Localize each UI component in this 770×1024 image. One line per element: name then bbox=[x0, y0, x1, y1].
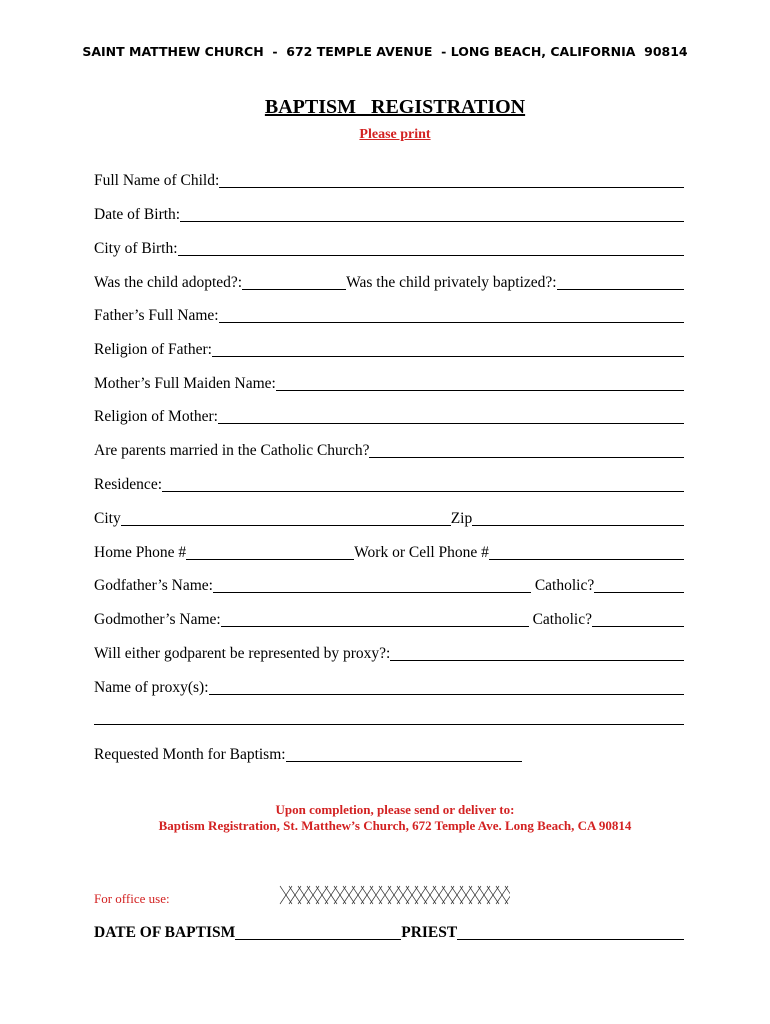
godmother-catholic-field[interactable] bbox=[592, 610, 684, 627]
church-header: SAINT MATTHEW CHURCH - 672 TEMPLE AVENUE - LONG BEACH, CALIFORNIA 90814 bbox=[82, 44, 688, 59]
mother-name-row bbox=[94, 371, 684, 393]
parents-married-label: Are parents married in the Catholic Church? bbox=[94, 442, 370, 459]
religion-father-label: Religion of Father: bbox=[94, 341, 212, 358]
requested-month-field[interactable] bbox=[286, 745, 522, 762]
religion-mother-label: Religion of Mother: bbox=[94, 408, 218, 425]
date-of-baptism-label: DATE OF BAPTISM bbox=[94, 924, 236, 941]
proxy-names-row bbox=[94, 675, 684, 697]
proxy-question-field[interactable] bbox=[390, 644, 684, 661]
priest-label: PRIEST bbox=[401, 924, 458, 941]
proxy-question-row bbox=[94, 641, 684, 663]
godfather-catholic-field[interactable] bbox=[594, 576, 684, 593]
mother-name-label: Mother’s Full Maiden Name: bbox=[94, 375, 276, 392]
godmother-catholic-label: Catholic? bbox=[528, 611, 592, 628]
proxy-question-label: Will either godparent be represented by proxy?: bbox=[94, 645, 391, 662]
date-of-birth-row bbox=[94, 202, 684, 224]
godfather-name-label: Godfather’s Name: bbox=[94, 577, 213, 594]
work-phone-field[interactable] bbox=[489, 543, 684, 560]
parents-married-row bbox=[94, 438, 684, 460]
requested-month-row bbox=[94, 742, 684, 764]
form-subtitle: Please print bbox=[359, 127, 431, 142]
zip-label: Zip bbox=[450, 510, 473, 527]
father-name-field[interactable] bbox=[219, 306, 684, 323]
adopted-label: Was the child adopted?: bbox=[94, 274, 243, 291]
godmother-row bbox=[94, 607, 684, 629]
date-of-birth-label: Date of Birth: bbox=[94, 206, 181, 223]
work-phone-label: Work or Cell Phone # bbox=[354, 544, 489, 561]
crosshatch-pattern bbox=[278, 882, 510, 908]
godmother-name-field[interactable] bbox=[221, 610, 529, 627]
home-phone-field[interactable] bbox=[186, 543, 354, 560]
godfather-row bbox=[94, 573, 684, 595]
city-of-birth-label: City of Birth: bbox=[94, 240, 178, 257]
residence-label: Residence: bbox=[94, 476, 163, 493]
residence-row bbox=[94, 472, 684, 494]
form-title: BAPTISM REGISTRATION bbox=[264, 96, 526, 118]
religion-father-row bbox=[94, 337, 684, 359]
zip-field[interactable] bbox=[472, 509, 684, 526]
privately-baptized-field[interactable] bbox=[557, 273, 684, 290]
crosshatch-strokes bbox=[280, 886, 510, 904]
godmother-name-label: Godmother’s Name: bbox=[94, 611, 221, 628]
godfather-catholic-label: Catholic? bbox=[530, 577, 595, 594]
adoption-row bbox=[94, 270, 684, 292]
full-name-child-field[interactable] bbox=[219, 171, 684, 188]
office-use-row bbox=[94, 920, 684, 942]
religion-mother-field[interactable] bbox=[218, 407, 684, 424]
date-of-baptism-field[interactable] bbox=[235, 923, 401, 940]
office-use-label: For office use: bbox=[94, 891, 170, 906]
religion-mother-row bbox=[94, 404, 684, 426]
mailing-address: Baptism Registration, St. Matthew’s Church, 672 Temple Ave. Long Beach, CA 90814 bbox=[158, 818, 632, 833]
city-of-birth-row bbox=[94, 236, 684, 258]
city-zip-row bbox=[94, 506, 684, 528]
city-of-birth-field[interactable] bbox=[178, 239, 684, 256]
date-of-birth-field[interactable] bbox=[180, 205, 684, 222]
phone-row bbox=[94, 540, 684, 562]
privately-baptized-label: Was the child privately baptized?: bbox=[346, 274, 557, 291]
mother-name-field[interactable] bbox=[276, 374, 684, 391]
full-name-child-label: Full Name of Child: bbox=[94, 172, 220, 189]
adopted-field[interactable] bbox=[242, 273, 346, 290]
father-name-label: Father’s Full Name: bbox=[94, 307, 219, 324]
proxy-names-field[interactable] bbox=[209, 678, 685, 695]
full-name-child-row bbox=[94, 168, 684, 190]
proxy-names-label: Name of proxy(s): bbox=[94, 679, 209, 696]
send-instructions: Upon completion, please send or deliver to: bbox=[275, 802, 515, 817]
religion-father-field[interactable] bbox=[212, 340, 684, 357]
proxy-names-extra-line[interactable] bbox=[94, 724, 684, 725]
priest-field[interactable] bbox=[457, 923, 684, 940]
city-field[interactable] bbox=[121, 509, 451, 526]
parents-married-field[interactable] bbox=[369, 441, 684, 458]
requested-month-label: Requested Month for Baptism: bbox=[94, 746, 286, 763]
father-name-row bbox=[94, 303, 684, 325]
godfather-name-field[interactable] bbox=[213, 576, 531, 593]
residence-field[interactable] bbox=[162, 475, 684, 492]
home-phone-label: Home Phone # bbox=[94, 544, 187, 561]
city-label: City bbox=[94, 510, 121, 527]
